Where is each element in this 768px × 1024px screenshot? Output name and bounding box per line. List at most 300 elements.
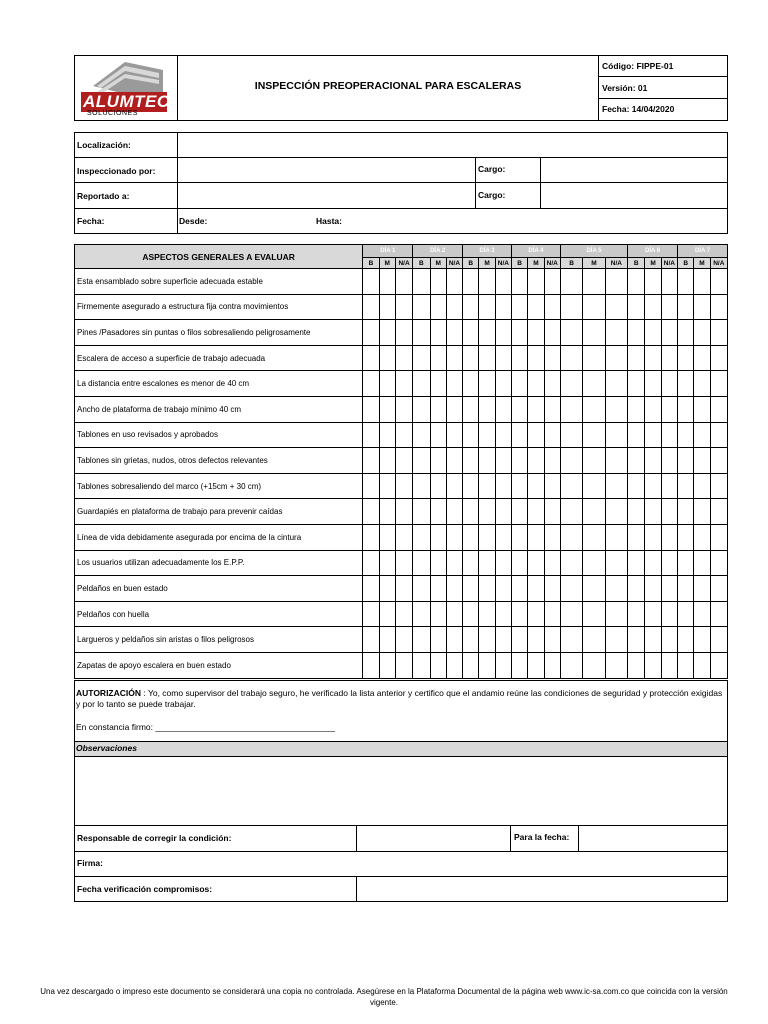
rating-cell[interactable] <box>363 371 379 397</box>
rating-cell[interactable] <box>583 550 605 576</box>
rating-cell[interactable] <box>479 396 495 422</box>
rating-cell[interactable] <box>395 371 412 397</box>
rating-cell[interactable] <box>560 524 582 550</box>
rating-cell[interactable] <box>694 320 710 346</box>
rating-cell[interactable] <box>678 499 694 525</box>
signature-field[interactable] <box>120 852 727 876</box>
rating-cell[interactable] <box>363 345 379 371</box>
rating-cell[interactable] <box>379 396 395 422</box>
rating-cell[interactable] <box>678 550 694 576</box>
rating-cell[interactable] <box>544 294 560 320</box>
rating-cell[interactable] <box>678 601 694 627</box>
rating-cell[interactable] <box>560 294 582 320</box>
rating-cell[interactable] <box>479 576 495 602</box>
rating-cell[interactable] <box>544 499 560 525</box>
rating-cell[interactable] <box>512 396 528 422</box>
rating-cell[interactable] <box>479 550 495 576</box>
rating-cell[interactable] <box>463 473 479 499</box>
rating-cell[interactable] <box>363 652 379 678</box>
rating-cell[interactable] <box>544 422 560 448</box>
rating-cell[interactable] <box>560 473 582 499</box>
rating-cell[interactable] <box>495 499 511 525</box>
rating-cell[interactable] <box>495 473 511 499</box>
rating-cell[interactable] <box>528 550 544 576</box>
rating-cell[interactable] <box>430 499 446 525</box>
rating-cell[interactable] <box>495 422 511 448</box>
rating-cell[interactable] <box>645 524 661 550</box>
rating-cell[interactable] <box>605 550 627 576</box>
rating-cell[interactable] <box>413 269 430 295</box>
rating-cell[interactable] <box>645 269 661 295</box>
rating-cell[interactable] <box>479 652 495 678</box>
rating-cell[interactable] <box>446 269 462 295</box>
rating-cell[interactable] <box>645 345 661 371</box>
rating-cell[interactable] <box>479 499 495 525</box>
rating-cell[interactable] <box>479 269 495 295</box>
rating-cell[interactable] <box>661 294 677 320</box>
rating-cell[interactable] <box>479 294 495 320</box>
rating-cell[interactable] <box>413 524 430 550</box>
rating-cell[interactable] <box>605 499 627 525</box>
rating-cell[interactable] <box>678 473 694 499</box>
rating-cell[interactable] <box>583 422 605 448</box>
rating-cell[interactable] <box>628 371 645 397</box>
rating-cell[interactable] <box>463 422 479 448</box>
rating-cell[interactable] <box>583 320 605 346</box>
rating-cell[interactable] <box>694 524 710 550</box>
rating-cell[interactable] <box>583 601 605 627</box>
rating-cell[interactable] <box>446 524 462 550</box>
rating-cell[interactable] <box>528 652 544 678</box>
rating-cell[interactable] <box>395 448 412 474</box>
rating-cell[interactable] <box>544 320 560 346</box>
rating-cell[interactable] <box>628 396 645 422</box>
rating-cell[interactable] <box>710 652 727 678</box>
rating-cell[interactable] <box>512 448 528 474</box>
rating-cell[interactable] <box>645 422 661 448</box>
rating-cell[interactable] <box>583 576 605 602</box>
rating-cell[interactable] <box>605 320 627 346</box>
rating-cell[interactable] <box>661 269 677 295</box>
rating-cell[interactable] <box>430 422 446 448</box>
rating-cell[interactable] <box>560 269 582 295</box>
rating-cell[interactable] <box>544 627 560 653</box>
rating-cell[interactable] <box>479 627 495 653</box>
rating-cell[interactable] <box>645 550 661 576</box>
rating-cell[interactable] <box>583 371 605 397</box>
rating-cell[interactable] <box>678 576 694 602</box>
rating-cell[interactable] <box>413 576 430 602</box>
rating-cell[interactable] <box>363 499 379 525</box>
rating-cell[interactable] <box>413 422 430 448</box>
rating-cell[interactable] <box>363 524 379 550</box>
cargo-field-1[interactable] <box>541 158 727 182</box>
rating-cell[interactable] <box>605 294 627 320</box>
rating-cell[interactable] <box>363 473 379 499</box>
rating-cell[interactable] <box>628 601 645 627</box>
rating-cell[interactable] <box>678 652 694 678</box>
rating-cell[interactable] <box>463 652 479 678</box>
rating-cell[interactable] <box>560 550 582 576</box>
rating-cell[interactable] <box>446 448 462 474</box>
rating-cell[interactable] <box>605 524 627 550</box>
rating-cell[interactable] <box>446 576 462 602</box>
observations-field[interactable] <box>74 756 728 826</box>
rating-cell[interactable] <box>710 627 727 653</box>
rating-cell[interactable] <box>495 550 511 576</box>
rating-cell[interactable] <box>645 473 661 499</box>
rating-cell[interactable] <box>463 499 479 525</box>
rating-cell[interactable] <box>645 576 661 602</box>
rating-cell[interactable] <box>512 320 528 346</box>
rating-cell[interactable] <box>430 473 446 499</box>
rating-cell[interactable] <box>645 371 661 397</box>
rating-cell[interactable] <box>661 627 677 653</box>
rating-cell[interactable] <box>430 269 446 295</box>
rating-cell[interactable] <box>430 396 446 422</box>
rating-cell[interactable] <box>694 550 710 576</box>
rating-cell[interactable] <box>430 345 446 371</box>
rating-cell[interactable] <box>479 320 495 346</box>
rating-cell[interactable] <box>512 422 528 448</box>
rating-cell[interactable] <box>379 448 395 474</box>
rating-cell[interactable] <box>583 652 605 678</box>
rating-cell[interactable] <box>694 448 710 474</box>
rating-cell[interactable] <box>379 550 395 576</box>
rating-cell[interactable] <box>544 601 560 627</box>
rating-cell[interactable] <box>605 422 627 448</box>
rating-cell[interactable] <box>413 652 430 678</box>
rating-cell[interactable] <box>463 396 479 422</box>
rating-cell[interactable] <box>560 499 582 525</box>
rating-cell[interactable] <box>413 396 430 422</box>
rating-cell[interactable] <box>544 371 560 397</box>
rating-cell[interactable] <box>446 396 462 422</box>
rating-cell[interactable] <box>446 652 462 678</box>
rating-cell[interactable] <box>446 371 462 397</box>
rating-cell[interactable] <box>463 601 479 627</box>
rating-cell[interactable] <box>495 448 511 474</box>
rating-cell[interactable] <box>710 576 727 602</box>
rating-cell[interactable] <box>495 576 511 602</box>
rating-cell[interactable] <box>413 499 430 525</box>
rating-cell[interactable] <box>661 576 677 602</box>
rating-cell[interactable] <box>395 294 412 320</box>
rating-cell[interactable] <box>463 550 479 576</box>
rating-cell[interactable] <box>430 524 446 550</box>
rating-cell[interactable] <box>430 550 446 576</box>
rating-cell[interactable] <box>495 345 511 371</box>
rating-cell[interactable] <box>379 269 395 295</box>
rating-cell[interactable] <box>528 396 544 422</box>
rating-cell[interactable] <box>605 345 627 371</box>
rating-cell[interactable] <box>583 396 605 422</box>
rating-cell[interactable] <box>413 448 430 474</box>
rating-cell[interactable] <box>395 396 412 422</box>
rating-cell[interactable] <box>710 294 727 320</box>
rating-cell[interactable] <box>395 652 412 678</box>
rating-cell[interactable] <box>710 422 727 448</box>
rating-cell[interactable] <box>479 601 495 627</box>
rating-cell[interactable] <box>363 576 379 602</box>
rating-cell[interactable] <box>661 371 677 397</box>
rating-cell[interactable] <box>560 396 582 422</box>
rating-cell[interactable] <box>583 448 605 474</box>
rating-cell[interactable] <box>678 448 694 474</box>
rating-cell[interactable] <box>710 448 727 474</box>
rating-cell[interactable] <box>605 448 627 474</box>
rating-cell[interactable] <box>628 524 645 550</box>
rating-cell[interactable] <box>512 601 528 627</box>
rating-cell[interactable] <box>628 422 645 448</box>
rating-cell[interactable] <box>528 371 544 397</box>
rating-cell[interactable] <box>430 448 446 474</box>
rating-cell[interactable] <box>678 396 694 422</box>
rating-cell[interactable] <box>544 524 560 550</box>
rating-cell[interactable] <box>710 550 727 576</box>
rating-cell[interactable] <box>694 473 710 499</box>
rating-cell[interactable] <box>463 448 479 474</box>
rating-cell[interactable] <box>605 652 627 678</box>
rating-cell[interactable] <box>605 269 627 295</box>
rating-cell[interactable] <box>560 652 582 678</box>
rating-cell[interactable] <box>479 345 495 371</box>
rating-cell[interactable] <box>661 550 677 576</box>
rating-cell[interactable] <box>528 601 544 627</box>
cargo-field-2[interactable] <box>541 183 727 208</box>
rating-cell[interactable] <box>528 345 544 371</box>
reported-to-field[interactable] <box>178 183 474 208</box>
rating-cell[interactable] <box>495 396 511 422</box>
rating-cell[interactable] <box>363 422 379 448</box>
rating-cell[interactable] <box>544 269 560 295</box>
rating-cell[interactable] <box>710 345 727 371</box>
rating-cell[interactable] <box>463 320 479 346</box>
rating-cell[interactable] <box>379 524 395 550</box>
rating-cell[interactable] <box>430 294 446 320</box>
rating-cell[interactable] <box>446 294 462 320</box>
rating-cell[interactable] <box>678 320 694 346</box>
rating-cell[interactable] <box>678 524 694 550</box>
rating-cell[interactable] <box>363 601 379 627</box>
rating-cell[interactable] <box>479 371 495 397</box>
rating-cell[interactable] <box>605 627 627 653</box>
rating-cell[interactable] <box>495 652 511 678</box>
rating-cell[interactable] <box>413 345 430 371</box>
rating-cell[interactable] <box>495 371 511 397</box>
rating-cell[interactable] <box>379 320 395 346</box>
rating-cell[interactable] <box>463 576 479 602</box>
rating-cell[interactable] <box>661 320 677 346</box>
rating-cell[interactable] <box>628 294 645 320</box>
rating-cell[interactable] <box>379 422 395 448</box>
rating-cell[interactable] <box>395 524 412 550</box>
rating-cell[interactable] <box>528 448 544 474</box>
rating-cell[interactable] <box>363 627 379 653</box>
rating-cell[interactable] <box>628 652 645 678</box>
rating-cell[interactable] <box>395 601 412 627</box>
rating-cell[interactable] <box>710 396 727 422</box>
rating-cell[interactable] <box>446 473 462 499</box>
rating-cell[interactable] <box>678 371 694 397</box>
rating-cell[interactable] <box>694 422 710 448</box>
verification-field[interactable] <box>357 877 727 902</box>
rating-cell[interactable] <box>395 422 412 448</box>
rating-cell[interactable] <box>379 473 395 499</box>
rating-cell[interactable] <box>512 473 528 499</box>
rating-cell[interactable] <box>512 371 528 397</box>
rating-cell[interactable] <box>661 473 677 499</box>
rating-cell[interactable] <box>645 499 661 525</box>
rating-cell[interactable] <box>379 371 395 397</box>
rating-cell[interactable] <box>379 499 395 525</box>
rating-cell[interactable] <box>479 524 495 550</box>
rating-cell[interactable] <box>560 422 582 448</box>
rating-cell[interactable] <box>560 627 582 653</box>
rating-cell[interactable] <box>661 345 677 371</box>
rating-cell[interactable] <box>694 269 710 295</box>
rating-cell[interactable] <box>395 576 412 602</box>
rating-cell[interactable] <box>694 396 710 422</box>
rating-cell[interactable] <box>528 473 544 499</box>
rating-cell[interactable] <box>463 345 479 371</box>
rating-cell[interactable] <box>512 499 528 525</box>
rating-cell[interactable] <box>605 473 627 499</box>
rating-cell[interactable] <box>678 345 694 371</box>
rating-cell[interactable] <box>463 627 479 653</box>
rating-cell[interactable] <box>583 499 605 525</box>
for-date-field[interactable] <box>579 826 727 851</box>
rating-cell[interactable] <box>495 627 511 653</box>
rating-cell[interactable] <box>479 473 495 499</box>
rating-cell[interactable] <box>479 448 495 474</box>
inspected-by-field[interactable] <box>178 158 474 182</box>
rating-cell[interactable] <box>395 345 412 371</box>
rating-cell[interactable] <box>710 499 727 525</box>
rating-cell[interactable] <box>528 422 544 448</box>
rating-cell[interactable] <box>694 601 710 627</box>
rating-cell[interactable] <box>363 550 379 576</box>
rating-cell[interactable] <box>583 627 605 653</box>
rating-cell[interactable] <box>512 627 528 653</box>
rating-cell[interactable] <box>528 524 544 550</box>
rating-cell[interactable] <box>544 396 560 422</box>
rating-cell[interactable] <box>363 396 379 422</box>
rating-cell[interactable] <box>645 396 661 422</box>
rating-cell[interactable] <box>395 473 412 499</box>
rating-cell[interactable] <box>710 524 727 550</box>
rating-cell[interactable] <box>413 320 430 346</box>
rating-cell[interactable] <box>628 499 645 525</box>
location-field[interactable] <box>178 133 727 157</box>
rating-cell[interactable] <box>528 627 544 653</box>
rating-cell[interactable] <box>694 294 710 320</box>
rating-cell[interactable] <box>645 294 661 320</box>
rating-cell[interactable] <box>446 345 462 371</box>
rating-cell[interactable] <box>430 652 446 678</box>
rating-cell[interactable] <box>463 371 479 397</box>
rating-cell[interactable] <box>495 601 511 627</box>
rating-cell[interactable] <box>710 601 727 627</box>
rating-cell[interactable] <box>694 345 710 371</box>
rating-cell[interactable] <box>710 473 727 499</box>
rating-cell[interactable] <box>544 576 560 602</box>
rating-cell[interactable] <box>528 499 544 525</box>
rating-cell[interactable] <box>395 269 412 295</box>
rating-cell[interactable] <box>661 499 677 525</box>
rating-cell[interactable] <box>694 499 710 525</box>
responsible-field[interactable] <box>357 826 509 851</box>
rating-cell[interactable] <box>544 448 560 474</box>
rating-cell[interactable] <box>678 627 694 653</box>
rating-cell[interactable] <box>512 524 528 550</box>
rating-cell[interactable] <box>583 524 605 550</box>
rating-cell[interactable] <box>363 269 379 295</box>
rating-cell[interactable] <box>694 371 710 397</box>
rating-cell[interactable] <box>479 422 495 448</box>
rating-cell[interactable] <box>661 601 677 627</box>
rating-cell[interactable] <box>544 473 560 499</box>
rating-cell[interactable] <box>710 269 727 295</box>
rating-cell[interactable] <box>379 652 395 678</box>
rating-cell[interactable] <box>544 550 560 576</box>
rating-cell[interactable] <box>710 371 727 397</box>
rating-cell[interactable] <box>495 524 511 550</box>
rating-cell[interactable] <box>583 269 605 295</box>
rating-cell[interactable] <box>605 396 627 422</box>
rating-cell[interactable] <box>528 294 544 320</box>
rating-cell[interactable] <box>413 550 430 576</box>
rating-cell[interactable] <box>528 269 544 295</box>
rating-cell[interactable] <box>661 448 677 474</box>
rating-cell[interactable] <box>605 576 627 602</box>
rating-cell[interactable] <box>379 294 395 320</box>
rating-cell[interactable] <box>446 499 462 525</box>
rating-cell[interactable] <box>413 601 430 627</box>
rating-cell[interactable] <box>395 627 412 653</box>
rating-cell[interactable] <box>544 652 560 678</box>
rating-cell[interactable] <box>661 396 677 422</box>
rating-cell[interactable] <box>413 473 430 499</box>
rating-cell[interactable] <box>413 294 430 320</box>
rating-cell[interactable] <box>678 422 694 448</box>
rating-cell[interactable] <box>678 294 694 320</box>
rating-cell[interactable] <box>430 576 446 602</box>
rating-cell[interactable] <box>446 627 462 653</box>
rating-cell[interactable] <box>710 320 727 346</box>
rating-cell[interactable] <box>560 371 582 397</box>
rating-cell[interactable] <box>678 269 694 295</box>
rating-cell[interactable] <box>560 576 582 602</box>
rating-cell[interactable] <box>645 448 661 474</box>
rating-cell[interactable] <box>495 269 511 295</box>
rating-cell[interactable] <box>379 345 395 371</box>
rating-cell[interactable] <box>512 269 528 295</box>
rating-cell[interactable] <box>560 320 582 346</box>
rating-cell[interactable] <box>512 345 528 371</box>
rating-cell[interactable] <box>583 294 605 320</box>
rating-cell[interactable] <box>363 294 379 320</box>
rating-cell[interactable] <box>512 652 528 678</box>
rating-cell[interactable] <box>605 601 627 627</box>
rating-cell[interactable] <box>528 320 544 346</box>
rating-cell[interactable] <box>430 627 446 653</box>
rating-cell[interactable] <box>645 601 661 627</box>
rating-cell[interactable] <box>463 524 479 550</box>
rating-cell[interactable] <box>430 601 446 627</box>
rating-cell[interactable] <box>495 320 511 346</box>
rating-cell[interactable] <box>512 576 528 602</box>
